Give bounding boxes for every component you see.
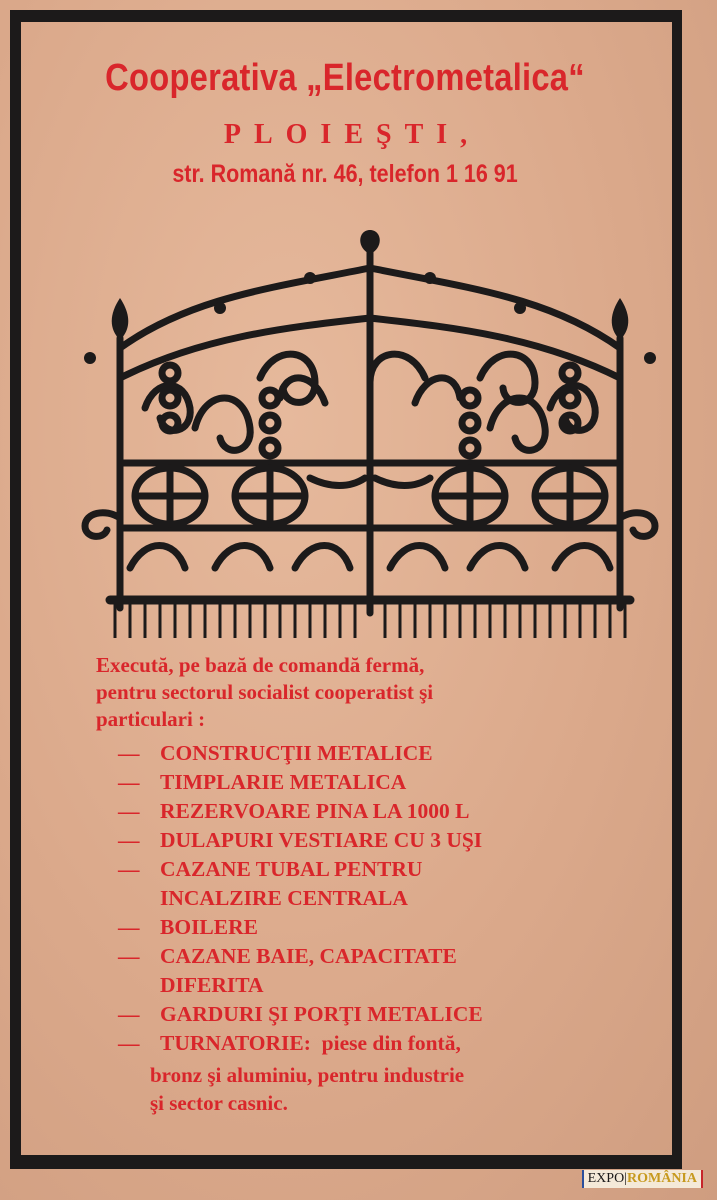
service-item-turnatorie [118, 1029, 678, 1058]
list-dash: — [118, 857, 140, 881]
turnatorie-description: piese din fontă, [321, 1031, 461, 1055]
service-label: BOILERE [160, 915, 258, 939]
wrought-iron-gate-illustration [70, 228, 670, 648]
list-dash: — [118, 1002, 140, 1026]
service-label: TURNATORIE: [160, 1031, 311, 1055]
service-item [118, 913, 678, 942]
expo-romania-watermark: EXPO|ROMÂNIA [582, 1170, 703, 1188]
service-item [118, 855, 678, 913]
list-dash: — [118, 741, 140, 765]
service-label: GARDURI ŞI PORŢI METALICE [160, 1002, 483, 1026]
company-address: str. Romană nr. 46, telefon 1 16 91 [172, 160, 518, 188]
service-item [118, 1000, 678, 1029]
service-label: TIMPLARIE METALICA [160, 770, 407, 794]
company-title: Cooperativa „Electrometalica“ [105, 57, 585, 99]
services-list [118, 739, 678, 1058]
service-item [118, 826, 678, 855]
service-label: CAZANE TUBAL PENTRU [160, 857, 423, 881]
service-item [118, 942, 678, 1000]
turnatorie-line: bronz şi aluminiu, pentru industrie [150, 1063, 465, 1087]
service-item [118, 768, 678, 797]
service-label: CAZANE BAIE, CAPACITATE [160, 944, 457, 968]
service-label: REZERVOARE PINA LA 1000 L [160, 799, 470, 823]
watermark-left: EXPO [587, 1171, 625, 1186]
service-item [118, 797, 678, 826]
watermark-right: ROMÂNIA [627, 1171, 697, 1186]
service-label-continued: DIFERITA [160, 973, 264, 997]
service-label: CONSTRUCŢII METALICE [160, 741, 433, 765]
turnatorie-line: şi sector casnic. [150, 1091, 288, 1115]
list-dash: — [118, 799, 140, 823]
list-dash: — [118, 915, 140, 939]
service-label-continued: INCALZIRE CENTRALA [160, 886, 408, 910]
intro-line: pentru sectorul socialist cooperatist şi [96, 680, 434, 704]
intro-line: Execută, pe bază de comandă fermă, [96, 653, 425, 677]
list-dash: — [118, 1031, 140, 1055]
intro-text [96, 652, 636, 733]
list-dash: — [118, 944, 140, 968]
list-dash: — [118, 828, 140, 852]
service-item [118, 739, 678, 768]
intro-line: particulari : [96, 707, 206, 731]
list-dash: — [118, 770, 140, 794]
service-label: DULAPURI VESTIARE CU 3 UŞI [160, 828, 483, 852]
city-name: PLOIEŞTI, [223, 119, 481, 150]
turnatorie-details [150, 1061, 464, 1117]
